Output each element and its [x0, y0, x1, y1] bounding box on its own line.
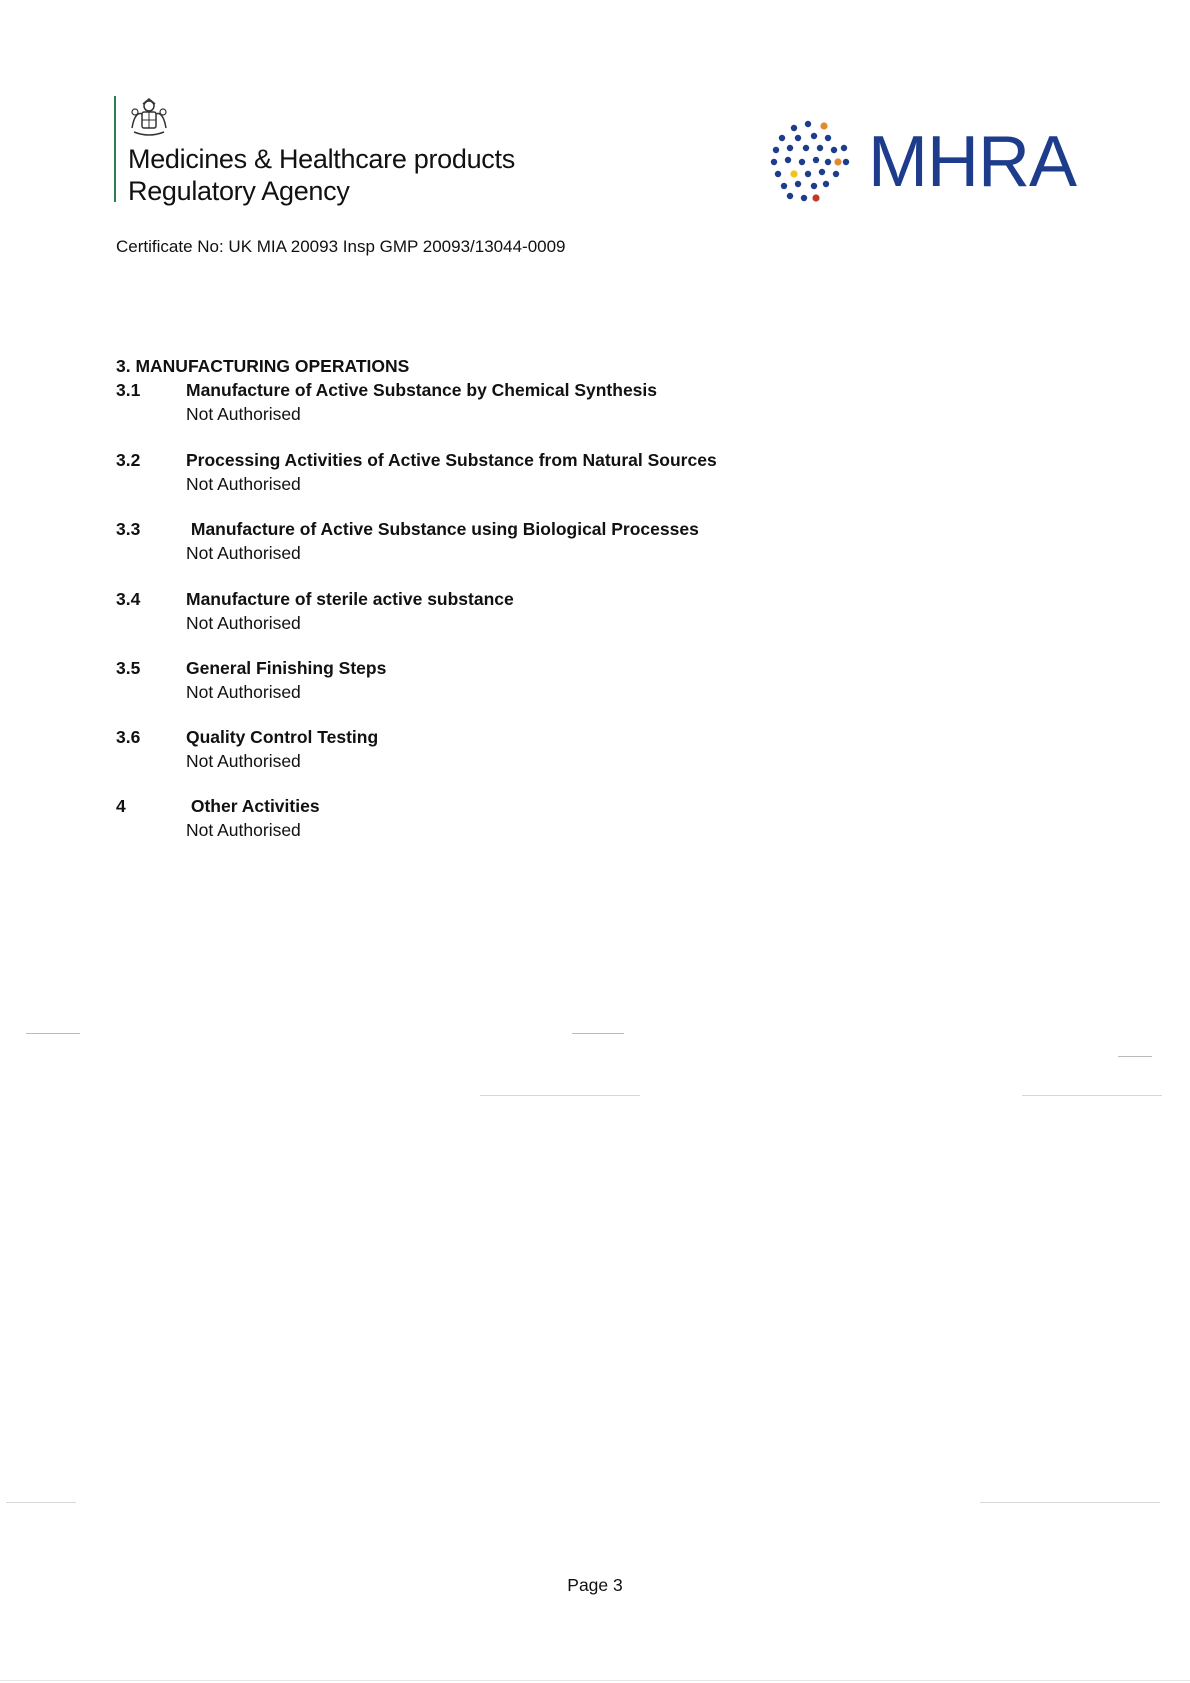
item-number: 4	[116, 796, 126, 816]
scan-artifact	[980, 1502, 1160, 1503]
certificate-number: Certificate No: UK MIA 20093 Insp GMP 20093/13044-0009	[116, 237, 566, 256]
scan-artifact	[26, 1033, 80, 1034]
mhra-dots-icon	[768, 118, 864, 208]
item-number: 3.2	[116, 450, 141, 470]
item-title: Quality Control Testing	[186, 727, 379, 747]
item-status: Not Authorised	[186, 682, 301, 702]
scan-artifact	[1118, 1056, 1152, 1057]
item-title: Processing Activities of Active Substance from Natural Sources	[186, 450, 717, 470]
item-number: 3.1	[116, 380, 141, 400]
mhra-logo-text: MHRA	[868, 122, 1076, 202]
item-number: 3.6	[116, 727, 141, 747]
mhra-logo	[768, 118, 1076, 208]
scan-artifact	[1022, 1095, 1162, 1096]
item-title: Manufacture of Active Substance by Chemical Synthesis	[186, 380, 658, 400]
royal-coat-of-arms-icon	[128, 98, 170, 138]
agency-name-line-1: Medicines & Healthcare products	[128, 144, 515, 174]
item-status: Not Authorised	[186, 404, 301, 424]
item-status: Not Authorised	[186, 543, 301, 563]
scan-artifact	[6, 1502, 76, 1503]
item-status: Not Authorised	[186, 751, 301, 771]
page-number: Page 3	[567, 1575, 623, 1595]
item-title: Manufacture of Active Substance using Biological Processes	[186, 519, 699, 539]
scan-artifact	[0, 1680, 1190, 1681]
scan-artifact	[480, 1095, 640, 1096]
section-heading: 3. MANUFACTURING OPERATIONS	[116, 356, 410, 376]
item-number: 3.3	[116, 519, 141, 539]
agency-name-line-2: Regulatory Agency	[128, 176, 350, 206]
item-title: Other Activities	[186, 796, 320, 816]
item-number: 3.5	[116, 658, 141, 678]
item-status: Not Authorised	[186, 613, 301, 633]
item-status: Not Authorised	[186, 474, 301, 494]
item-status: Not Authorised	[186, 820, 301, 840]
item-title: General Finishing Steps	[186, 658, 387, 678]
item-title: Manufacture of sterile active substance	[186, 589, 514, 609]
item-number: 3.4	[116, 589, 141, 609]
scan-artifact	[572, 1033, 624, 1034]
agency-header	[114, 96, 515, 206]
